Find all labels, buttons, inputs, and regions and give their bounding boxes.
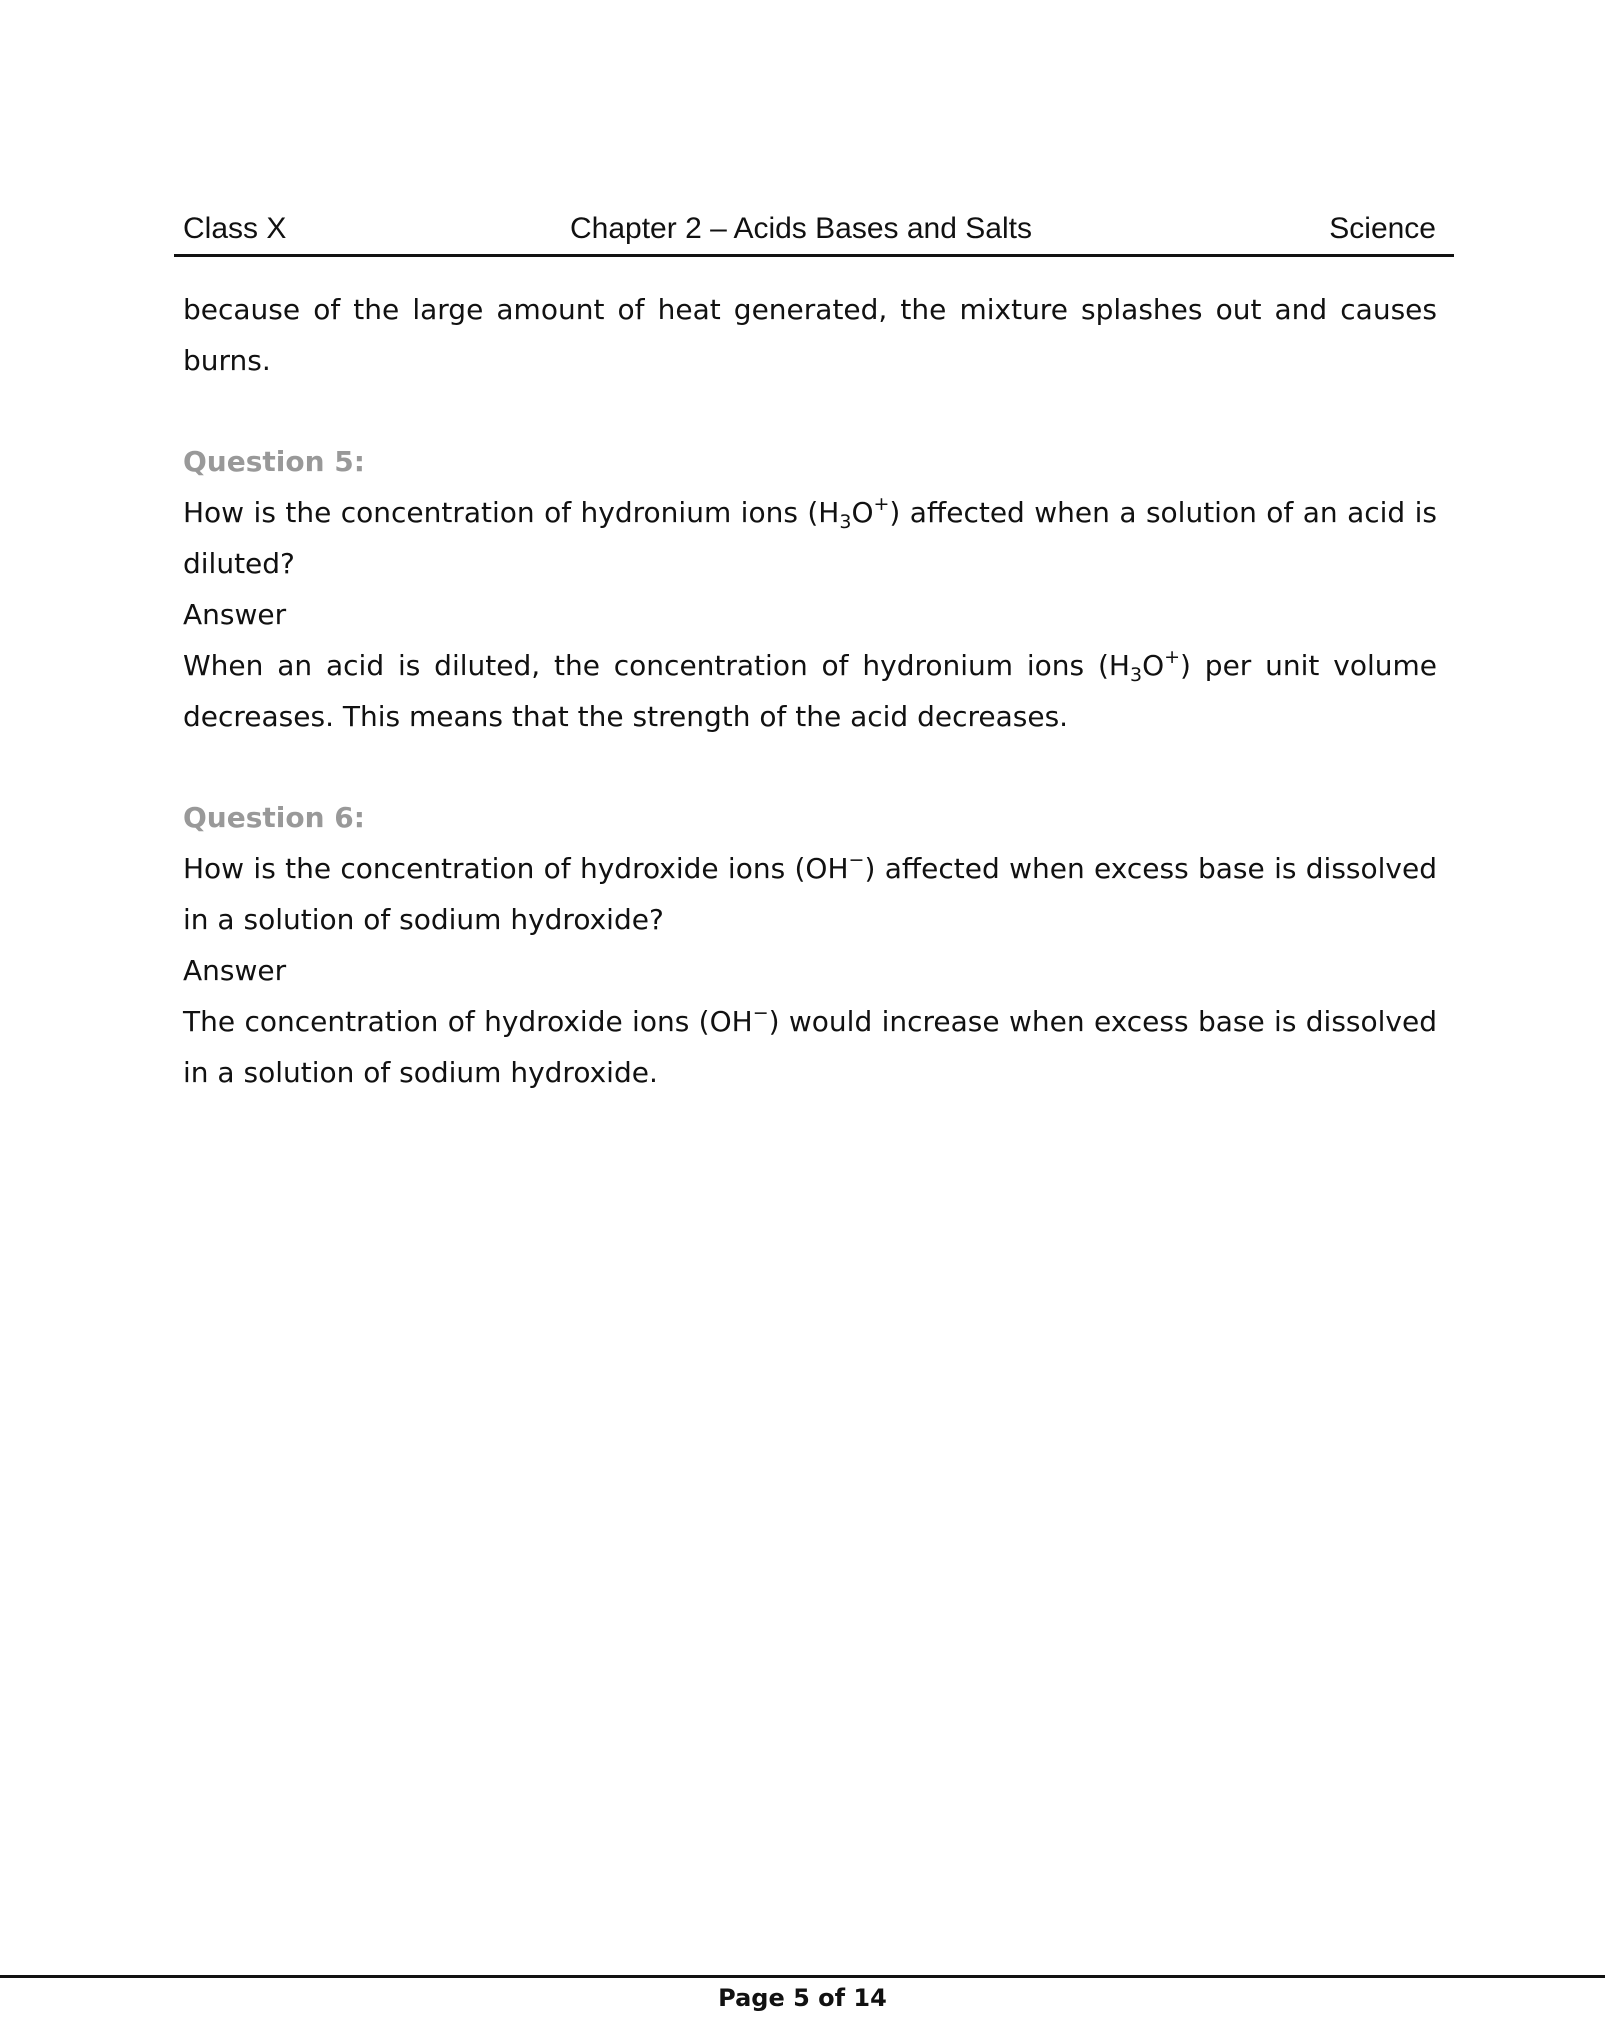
page-header (174, 208, 1454, 257)
question-6-answer-label: Answer (183, 954, 287, 987)
footer-divider (0, 1975, 1605, 1978)
question-5-text: How is the concentration of hydronium ions $(H_3O^+)$ affected when a solution of an acid is diluted? (183, 493, 1437, 580)
header-subject: Science (1329, 212, 1436, 245)
continuation-paragraph: because of the large amount of heat generated, the mixture splashes out and causes burns. (183, 293, 1437, 377)
header-chapter-title: Chapter 2 – Acids Bases and Salts (570, 212, 1032, 245)
question-5-answer-text: When an acid is diluted, the concentration of hydronium ions $(H_3O^+)$ per unit volume decreases. This means that the strength of the acid decreases. (183, 646, 1437, 733)
question-5-title: Question 5: (183, 445, 365, 478)
question-6-answer-text: The concentration of hydroxide ions (OH−) would increase when excess base is dissolved in a solution of sodium hydroxide. (183, 1002, 1437, 1089)
question-6-title: Question 6: (183, 801, 365, 834)
page-content (183, 284, 1437, 1098)
header-class: Class X (183, 212, 287, 245)
page-number: Page 5 of 14 (718, 1984, 887, 2012)
question-5-answer-label: Answer (183, 598, 287, 631)
question-6-text: How is the concentration of hydroxide ions (OH−) affected when excess base is dissolved in a solution of sodium hydroxide? (183, 849, 1437, 936)
